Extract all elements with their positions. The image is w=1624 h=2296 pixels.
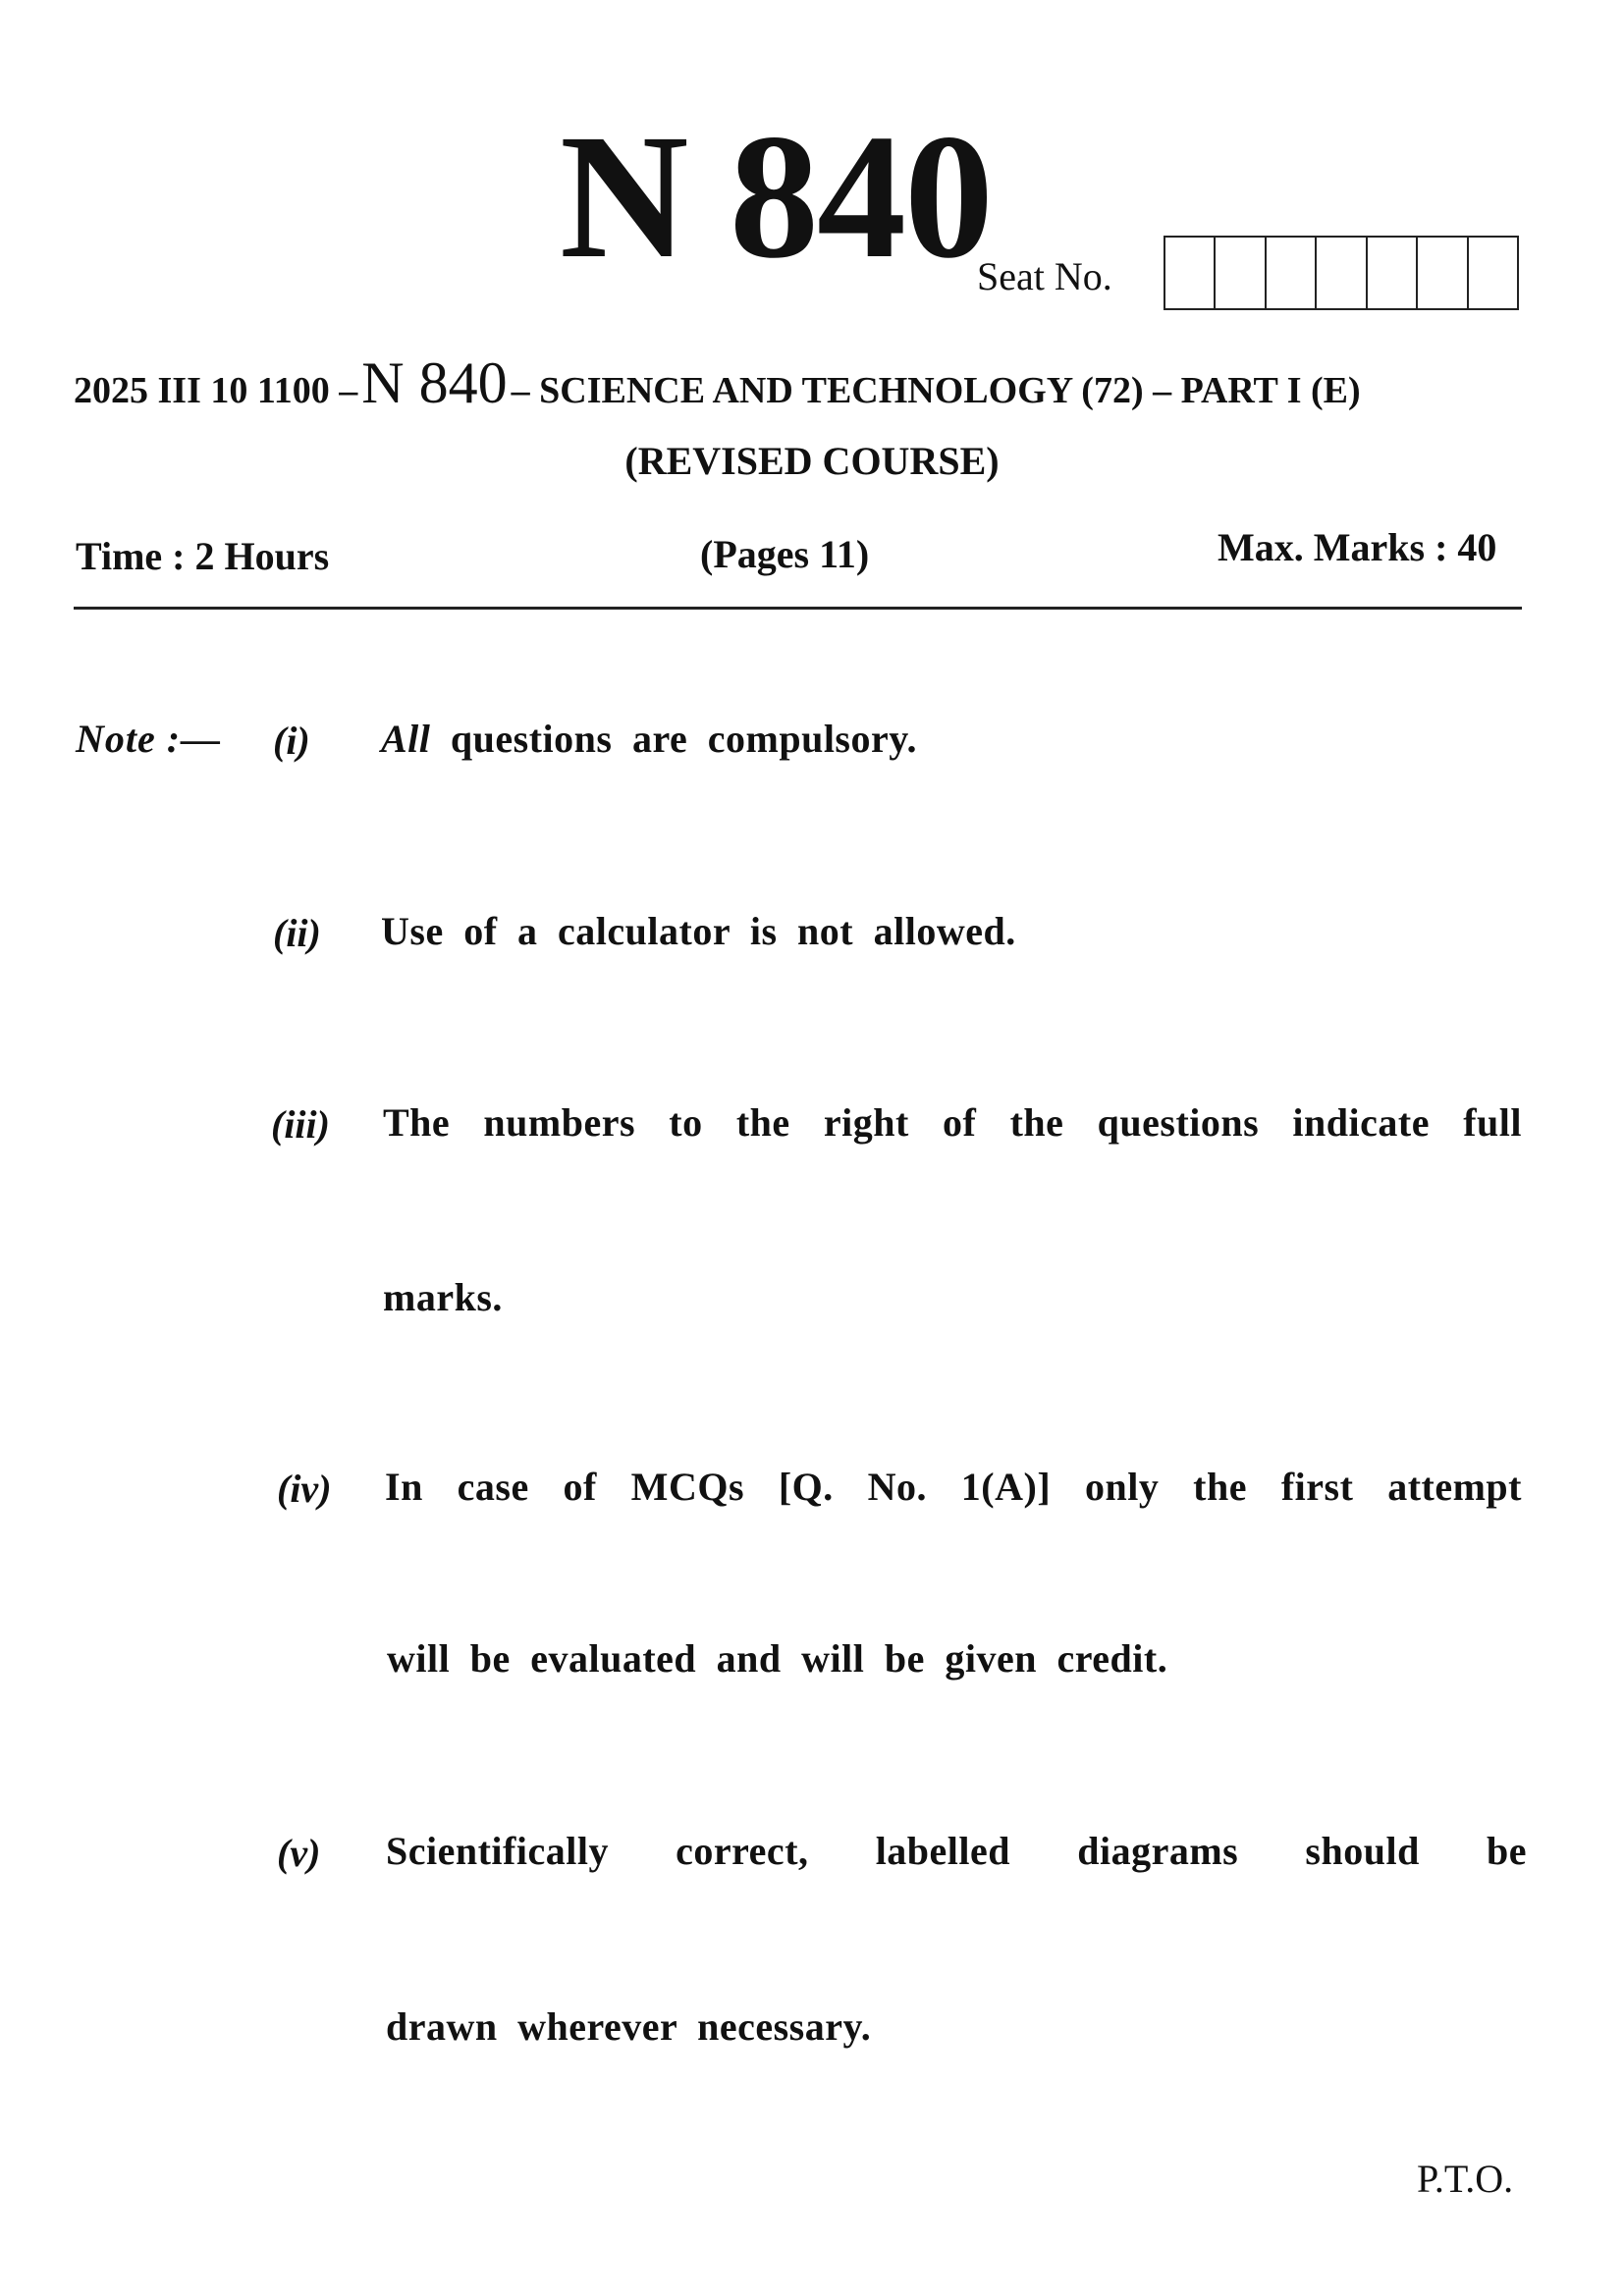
note-number: (ii) <box>273 911 321 955</box>
seat-digit-box[interactable] <box>1216 238 1266 308</box>
course-type: (REVISED COURSE) <box>624 439 1000 483</box>
note-item-line: marks. <box>383 1275 503 1319</box>
exam-subject: – SCIENCE AND TECHNOLOGY (72) – PART I (E) <box>511 370 1361 411</box>
note-item-line: Use of a calculator is not allowed. <box>381 909 1016 953</box>
seat-digit-box[interactable] <box>1165 238 1216 308</box>
note-number: (i) <box>273 719 310 763</box>
seat-digit-box[interactable] <box>1418 238 1468 308</box>
note-label: Note :— <box>76 717 222 761</box>
exam-title-line <box>74 350 1527 415</box>
note-item-line: Scientifically correct, labelled diagrams should be <box>386 1829 1527 1873</box>
note-number: (iv) <box>277 1467 332 1511</box>
note-item-line: In case of MCQs [Q. No. 1(A)] only the first attempt <box>385 1465 1522 1509</box>
max-marks: Max. Marks : 40 <box>1218 525 1497 569</box>
exam-session-code: 2025 III 10 1100 – <box>74 370 358 411</box>
note-item-line: drawn wherever necessary. <box>386 2004 872 2049</box>
note-emphasis: All <box>381 717 431 761</box>
note-number: (v) <box>277 1831 321 1875</box>
exam-duration: Time : 2 Hours <box>76 534 330 578</box>
seat-digit-box[interactable] <box>1317 238 1367 308</box>
paper-code: N 840 <box>560 98 992 295</box>
please-turn-over: P.T.O. <box>1417 2157 1514 2201</box>
note-number: (iii) <box>271 1102 330 1147</box>
seat-digit-box[interactable] <box>1469 238 1517 308</box>
note-item-line: will be evaluated and will be given credit. <box>387 1636 1168 1681</box>
header-divider <box>74 607 1522 610</box>
page-count: (Pages 11) <box>700 532 870 576</box>
seat-number-boxes[interactable] <box>1164 236 1519 310</box>
note-item-text <box>381 717 918 761</box>
note-item-line: questions are compulsory. <box>450 717 918 761</box>
exam-paper-code: N 840 <box>361 350 508 415</box>
seat-number-label: Seat No. <box>977 254 1112 298</box>
seat-digit-box[interactable] <box>1267 238 1317 308</box>
note-item-line: The numbers to the right of the questions indicate full <box>383 1100 1522 1145</box>
seat-digit-box[interactable] <box>1368 238 1418 308</box>
